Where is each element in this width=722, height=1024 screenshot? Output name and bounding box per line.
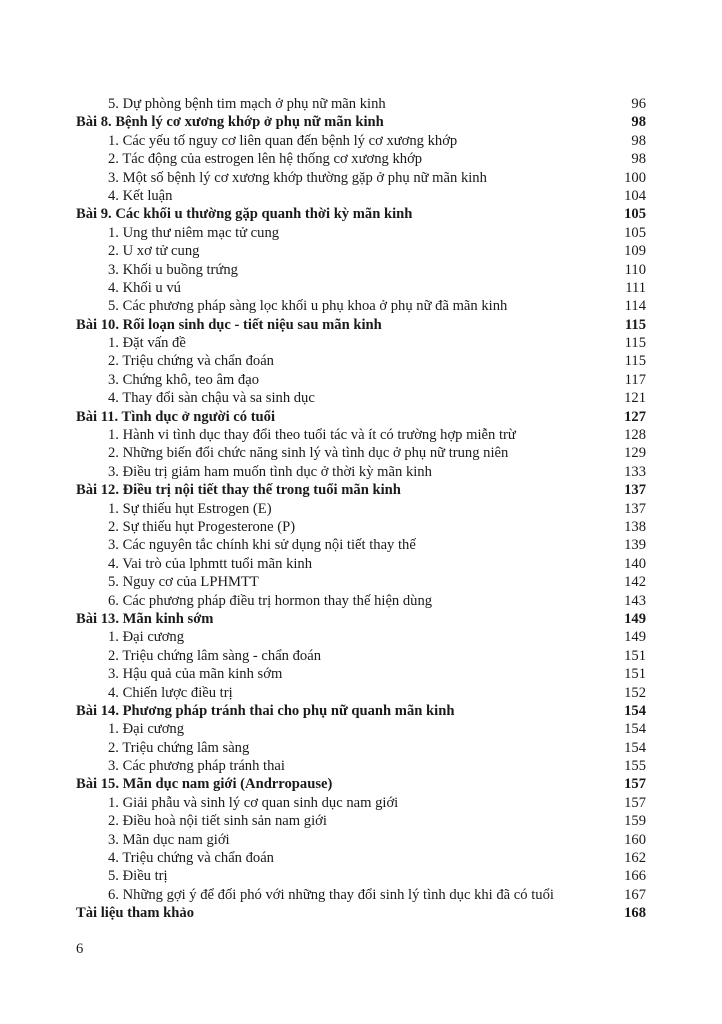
toc-item-row (76, 426, 646, 444)
toc-page-number: 140 (624, 555, 646, 572)
toc-lesson-row (76, 610, 646, 628)
toc-item-title: 1. Sự thiếu hụt Estrogen (E) (108, 500, 272, 517)
toc-item-title: 3. Khối u buồng trứng (108, 261, 238, 278)
toc-item-title: 3. Các nguyên tắc chính khi sử dụng nội tiết thay thế (108, 537, 416, 554)
toc-page-number: 100 (624, 169, 646, 186)
toc-item-title: 2. Triệu chứng và chẩn đoán (108, 353, 274, 370)
toc-item-title: 6. Các phương pháp điều trị hormon thay thế hiện dùng (108, 592, 433, 609)
toc-item-row (76, 555, 646, 573)
toc-item-row (76, 463, 646, 481)
toc-item-title: 1. Đại cương (108, 721, 185, 738)
toc-item-row (76, 187, 646, 205)
toc-item-title: 2. Triệu chứng lâm sàng - chẩn đoán (108, 647, 321, 664)
toc-lesson-row (76, 205, 646, 223)
toc-item-row (76, 334, 646, 352)
toc-item-row (76, 867, 646, 885)
toc-item-row (76, 849, 646, 867)
toc-page-number: 98 (631, 151, 646, 168)
toc-page-number: 110 (624, 261, 646, 278)
toc-page-number: 151 (624, 647, 646, 664)
toc-page-number: 162 (624, 850, 646, 867)
toc-page-number: 96 (631, 96, 646, 112)
toc-item-title: 3. Điều trị giảm ham muốn tình dục ở thời kỳ mãn kinh (108, 463, 432, 480)
toc-item-title: 2. Tác động của estrogen lên hệ thống cơ xương khớp (108, 151, 423, 168)
toc-item-row (76, 757, 646, 775)
toc-item-row (76, 812, 646, 830)
toc-page-number: 149 (624, 610, 646, 627)
toc-item-title: 4. Kết luận (108, 187, 173, 204)
toc-page-number: 137 (624, 500, 646, 517)
toc-item-row (76, 592, 646, 610)
toc-lesson-row (76, 702, 646, 720)
toc-page-number: 115 (624, 335, 646, 352)
toc-page-number: 98 (631, 132, 646, 149)
toc-item-row (76, 352, 646, 370)
toc-item-row (76, 224, 646, 242)
toc-page-number: 154 (624, 721, 646, 738)
toc-item-title: 3. Các phương pháp tránh thai (108, 758, 285, 775)
toc-page-number: 105 (624, 224, 646, 241)
toc-page-number: 138 (624, 518, 646, 535)
toc-item-row (76, 444, 646, 462)
toc-item-row (76, 371, 646, 389)
toc-item-title: 3. Một số bệnh lý cơ xương khớp thường gặp ở phụ nữ mãn kinh (108, 169, 487, 186)
toc-item-row (76, 573, 646, 591)
toc-item-row (76, 684, 646, 702)
toc-page-number: 143 (624, 592, 646, 609)
toc-page-number: 114 (624, 298, 646, 315)
toc-item-row (76, 831, 646, 849)
toc-item-title: 1. Ung thư niêm mạc tử cung (108, 224, 280, 241)
toc-lesson-title: Bài 14. Phương pháp tránh thai cho phụ nữ quanh mãn kinh (76, 702, 455, 719)
toc-page-number: 117 (624, 371, 646, 388)
toc-item-title: 3. Chứng khô, teo âm đạo (108, 371, 259, 388)
toc-item-title: 1. Giải phẫu và sinh lý cơ quan sinh dục nam giới (108, 794, 399, 811)
toc-page-number: 155 (624, 758, 646, 775)
toc-lesson-row (76, 408, 646, 426)
toc-lesson-title: Tài liệu tham khảo (76, 905, 194, 922)
toc-lesson-title: Bài 15. Mãn dục nam giới (Andrropause) (76, 776, 333, 793)
toc-item-row (76, 261, 646, 279)
toc-lesson-title: Bài 9. Các khối u thường gặp quanh thời kỳ mãn kinh (76, 206, 413, 223)
toc-page-number: 151 (624, 666, 646, 683)
toc-page-number: 154 (624, 702, 646, 719)
toc-page-number: 167 (624, 886, 646, 903)
toc-item-row (76, 628, 646, 646)
toc-lesson-row (76, 775, 646, 793)
toc-item-row (76, 647, 646, 665)
toc-page-number: 128 (624, 427, 646, 444)
toc-lesson-row (76, 904, 646, 922)
toc-item-row (76, 242, 646, 260)
toc-page-number: 157 (624, 776, 646, 793)
toc-lesson-title: Bài 13. Mãn kinh sớm (76, 610, 214, 627)
toc-page-number: 115 (624, 353, 646, 370)
toc-item-title: 3. Mãn dục nam giới (108, 831, 230, 848)
toc-item-title: 1. Các yếu tố nguy cơ liên quan đến bệnh lý cơ xương khớp (108, 132, 458, 149)
toc-page-number: 133 (624, 463, 646, 480)
toc-item-title: 2. Điều hoà nội tiết sinh sản nam giới (108, 813, 327, 830)
toc-item-row (76, 665, 646, 683)
toc-lesson-row (76, 316, 646, 334)
toc-page-number: 154 (624, 739, 646, 756)
toc-page-number: 109 (624, 243, 646, 260)
toc-item-title: 4. Khối u vú (108, 279, 181, 296)
toc-item-title: 5. Điều trị (108, 868, 168, 885)
toc-page-number: 115 (624, 316, 646, 333)
toc-page-number: 139 (624, 537, 646, 554)
toc-page-number: 168 (624, 905, 646, 922)
toc-item-row (76, 297, 646, 315)
toc-item-title: 1. Đặt vấn đề (108, 335, 186, 352)
toc-item-title: 2. Sự thiếu hụt Progesterone (P) (108, 518, 296, 535)
toc-page-number: 127 (624, 408, 646, 425)
toc-item-row (76, 739, 646, 757)
toc-lesson-title: Bài 8. Bệnh lý cơ xương khớp ở phụ nữ mãn kinh (76, 114, 384, 131)
toc-item-title: 2. U xơ tử cung (108, 243, 200, 260)
toc-item-row (76, 794, 646, 812)
toc-item-title: 3. Hậu quả của mãn kinh sớm (108, 666, 283, 683)
toc-page-number: 129 (624, 445, 646, 462)
toc-item-title: 5. Nguy cơ của LPHMTT (108, 574, 259, 591)
toc-item-row (76, 132, 646, 150)
toc-lesson-title: Bài 11. Tình dục ở người có tuổi (76, 408, 276, 425)
toc-item-row (76, 536, 646, 554)
toc-item-title: 5. Dự phòng bệnh tim mạch ở phụ nữ mãn kinh (108, 96, 386, 112)
toc-item-title: 4. Thay đổi sàn chậu và sa sinh dục (108, 390, 315, 407)
toc-item-title: 1. Đại cương (108, 629, 185, 646)
toc-lesson-title: Bài 12. Điều trị nội tiết thay thế trong tuổi mãn kinh (76, 482, 401, 499)
toc-page-number: 160 (624, 831, 646, 848)
toc-page-number: 137 (624, 482, 646, 499)
page-number: 6 (76, 941, 84, 957)
toc-lesson-title: Bài 10. Rối loạn sinh dục - tiết niệu sau mãn kinh (76, 316, 382, 333)
table-of-contents (76, 95, 646, 923)
toc-page-number: 159 (624, 813, 646, 830)
toc-item-row (76, 279, 646, 297)
toc-page-number: 104 (624, 187, 646, 204)
toc-item-row (76, 150, 646, 168)
toc-item-title: 2. Triệu chứng lâm sàng (108, 739, 250, 756)
toc-page-number: 157 (624, 794, 646, 811)
toc-page-number: 152 (624, 684, 646, 701)
toc-lesson-row (76, 481, 646, 499)
toc-lesson-row (76, 113, 646, 131)
toc-item-row (76, 500, 646, 518)
toc-item-title: 2. Những biến đổi chức năng sinh lý và tình dục ở phụ nữ trung niên (108, 445, 509, 462)
toc-item-row (76, 720, 646, 738)
toc-item-title: 4. Chiến lược điều trị (108, 684, 233, 701)
toc-item-title: 1. Hành vi tình dục thay đổi theo tuổi tác và ít có trường hợp miễn trừ (108, 427, 516, 444)
toc-page-number: 121 (624, 390, 646, 407)
toc-item-row (76, 95, 646, 113)
toc-item-row (76, 169, 646, 187)
toc-item-row (76, 389, 646, 407)
toc-item-title: 4. Triệu chứng và chẩn đoán (108, 850, 274, 867)
toc-item-title: 6. Những gợi ý để đối phó với những thay đổi sinh lý tình dục khi đã có tuổi (108, 886, 554, 903)
toc-page-number: 149 (624, 629, 646, 646)
toc-page-number: 166 (624, 868, 646, 885)
toc-page-number: 111 (625, 279, 646, 296)
toc-page-number: 98 (631, 114, 646, 131)
toc-item-title: 5. Các phương pháp sàng lọc khối u phụ khoa ở phụ nữ đã mãn kinh (108, 298, 508, 315)
toc-page-number: 105 (624, 206, 646, 223)
toc-item-row (76, 886, 646, 904)
toc-page-number: 142 (624, 574, 646, 591)
toc-item-row (76, 518, 646, 536)
toc-item-title: 4. Vai trò của lphmtt tuổi mãn kinh (108, 555, 313, 572)
